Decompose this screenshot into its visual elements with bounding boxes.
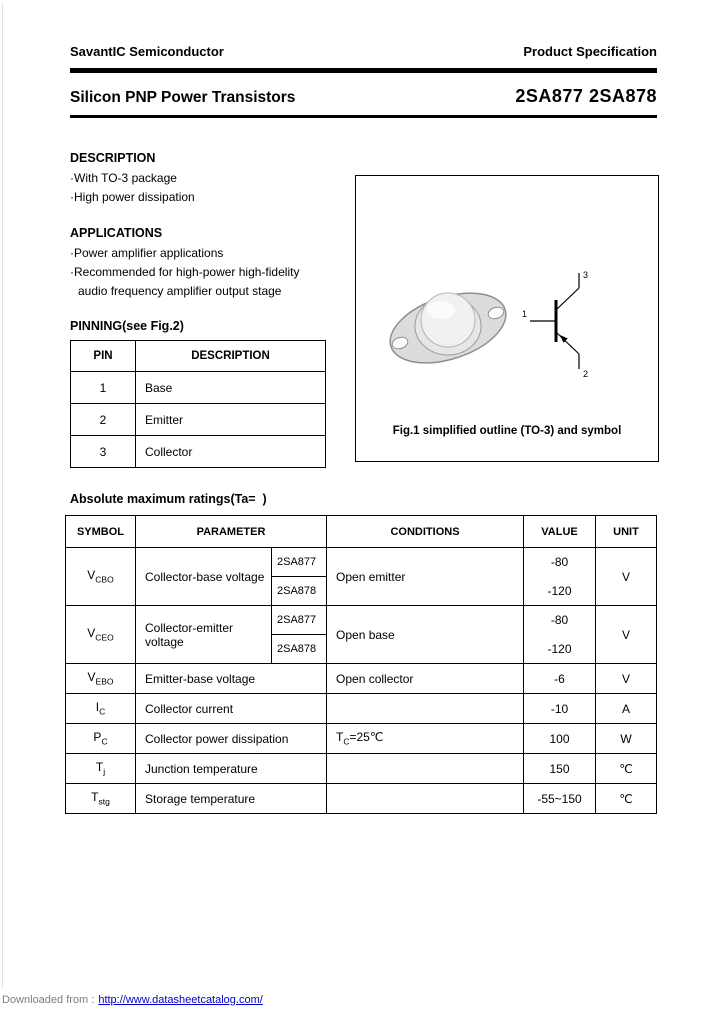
unit-cell: ℃ [596, 784, 657, 814]
vebo-row [66, 664, 657, 694]
unit-col-header: UNIT [596, 516, 657, 548]
symbol-subscript: C [101, 736, 108, 747]
title-row [70, 86, 657, 107]
condition-rest: =25℃ [349, 730, 384, 745]
applications-item: ·Power amplifier applications [70, 246, 224, 260]
to3-package-drawing [381, 280, 514, 376]
value-cell: -6 [524, 664, 596, 694]
pin-col-header: PIN [71, 341, 136, 372]
pin-desc-cell: Collector [136, 436, 326, 468]
condition-symbol: T [336, 730, 344, 745]
tstg-row [66, 784, 657, 814]
applications-heading: APPLICATIONS [70, 226, 163, 240]
symbol-cell [66, 724, 136, 754]
pinning-heading: PINNING(see Fig.2) [70, 319, 184, 333]
symbol-letter: I [95, 700, 100, 715]
figure-caption: Fig.1 simplified outline (TO-3) and symbol [392, 425, 622, 437]
ic-row [66, 694, 657, 724]
parameter-cell: Emitter-base voltage [136, 664, 327, 694]
applications-section [70, 226, 299, 301]
symbol-subscript: stg [98, 796, 110, 807]
conditions-cell [327, 784, 524, 814]
value-cell: 100 [524, 724, 596, 754]
page-footer [2, 994, 263, 1006]
title-rule [70, 115, 657, 118]
value-cell: -120 [524, 577, 596, 606]
pin-number-cell: 1 [71, 372, 136, 404]
symbol-letter: V [87, 568, 96, 583]
value-col-header: VALUE [524, 516, 596, 548]
parameter-cell: Storage temperature [136, 784, 327, 814]
symbol-pin-label-base: 1 [522, 309, 528, 319]
part-numbers: 2SA877 2SA878 [515, 86, 657, 106]
unit-cell: V [596, 664, 657, 694]
pinning-row [71, 436, 326, 468]
unit-cell: A [596, 694, 657, 724]
symbol-subscript: CEO [95, 632, 114, 643]
conditions-cell [327, 724, 524, 754]
condition-subscript: C [343, 736, 350, 747]
unit-cell: V [596, 606, 657, 664]
symbol-subscript: EBO [95, 676, 114, 687]
symbol-letter: T [95, 760, 104, 775]
datasheetcatalog-link[interactable]: http://www.datasheetcatalog.com/ [98, 994, 263, 1006]
parameter-cell: Collector current [136, 694, 327, 724]
product-spec-label: Product Specification [523, 44, 657, 59]
symbol-letter: T [91, 790, 99, 805]
pinning-section [70, 319, 326, 468]
value-cell: -55~150 [524, 784, 596, 814]
symbol-letter: P [93, 730, 102, 745]
parameter-cell: Collector-emitter voltage [136, 606, 272, 664]
doc-title: Silicon PNP Power Transistors [70, 89, 296, 106]
ratings-table [65, 515, 657, 814]
symbol-pin-label-emitter: 2 [583, 369, 589, 379]
unit-cell: ℃ [596, 754, 657, 784]
unit-cell: V [596, 548, 657, 606]
transistor-symbol [522, 270, 588, 379]
applications-item: audio frequency amplifier output stage [78, 284, 282, 298]
value-cell: -80 [524, 548, 596, 577]
symbol-col-header: SYMBOL [66, 516, 136, 548]
figure-box [355, 175, 659, 462]
header-row [70, 44, 657, 59]
symbol-letter: V [87, 670, 96, 685]
value-cell: -80 [524, 606, 596, 635]
pin-desc-cell: Base [136, 372, 326, 404]
pinning-row [71, 372, 326, 404]
type-cell: 2SA877 [272, 548, 327, 577]
conditions-col-header: CONDITIONS [327, 516, 524, 548]
tj-row [66, 754, 657, 784]
parameter-cell: Collector-base voltage [136, 548, 272, 606]
ratings-header-row [66, 516, 657, 548]
symbol-cell [66, 606, 136, 664]
description-section [70, 151, 195, 207]
symbol-cell [66, 784, 136, 814]
pc-row [66, 724, 657, 754]
applications-item: ·Recommended for high-power high-fidelity [70, 265, 300, 279]
value-cell: -10 [524, 694, 596, 724]
symbol-cell [66, 548, 136, 606]
scan-edge-artifact [2, 2, 3, 988]
ratings-heading: Absolute maximum ratings(Ta= ) [70, 492, 267, 506]
desc-col-header: DESCRIPTION [136, 341, 326, 372]
description-item: ·With TO-3 package [70, 171, 177, 185]
parameter-cell: Junction temperature [136, 754, 327, 784]
symbol-letter: V [87, 626, 96, 641]
description-item: ·High power dissipation [70, 190, 195, 204]
symbol-cell [66, 664, 136, 694]
unit-cell: W [596, 724, 657, 754]
pin-number-cell: 2 [71, 404, 136, 436]
parameter-col-header: PARAMETER [136, 516, 327, 548]
value-cell: 150 [524, 754, 596, 784]
symbol-subscript: j [103, 766, 106, 777]
symbol-cell [66, 754, 136, 784]
vcbo-row [66, 548, 657, 577]
conditions-cell [327, 694, 524, 724]
page-header [70, 44, 657, 118]
type-cell: 2SA878 [272, 577, 327, 606]
description-heading: DESCRIPTION [70, 151, 156, 165]
type-cell: 2SA878 [272, 635, 327, 664]
vceo-row [66, 606, 657, 635]
pin-desc-cell: Emitter [136, 404, 326, 436]
symbol-subscript: C [99, 706, 106, 717]
symbol-subscript: CBO [95, 574, 114, 585]
conditions-cell: Open base [327, 606, 524, 664]
symbol-cell [66, 694, 136, 724]
figure-drawing [356, 176, 658, 459]
conditions-cell: Open emitter [327, 548, 524, 606]
pinning-header-row [71, 341, 326, 372]
symbol-pin-label-collector: 3 [583, 270, 589, 280]
conditions-cell [327, 754, 524, 784]
pinning-row [71, 404, 326, 436]
pin-number-cell: 3 [71, 436, 136, 468]
value-cell: -120 [524, 635, 596, 664]
parameter-cell: Collector power dissipation [136, 724, 327, 754]
header-rule [70, 68, 657, 73]
conditions-cell: Open collector [327, 664, 524, 694]
downloaded-from-label: Downloaded from : [2, 994, 95, 1006]
pinning-table [70, 340, 326, 468]
type-cell: 2SA877 [272, 606, 327, 635]
company-name: SavantIC Semiconductor [70, 44, 224, 59]
